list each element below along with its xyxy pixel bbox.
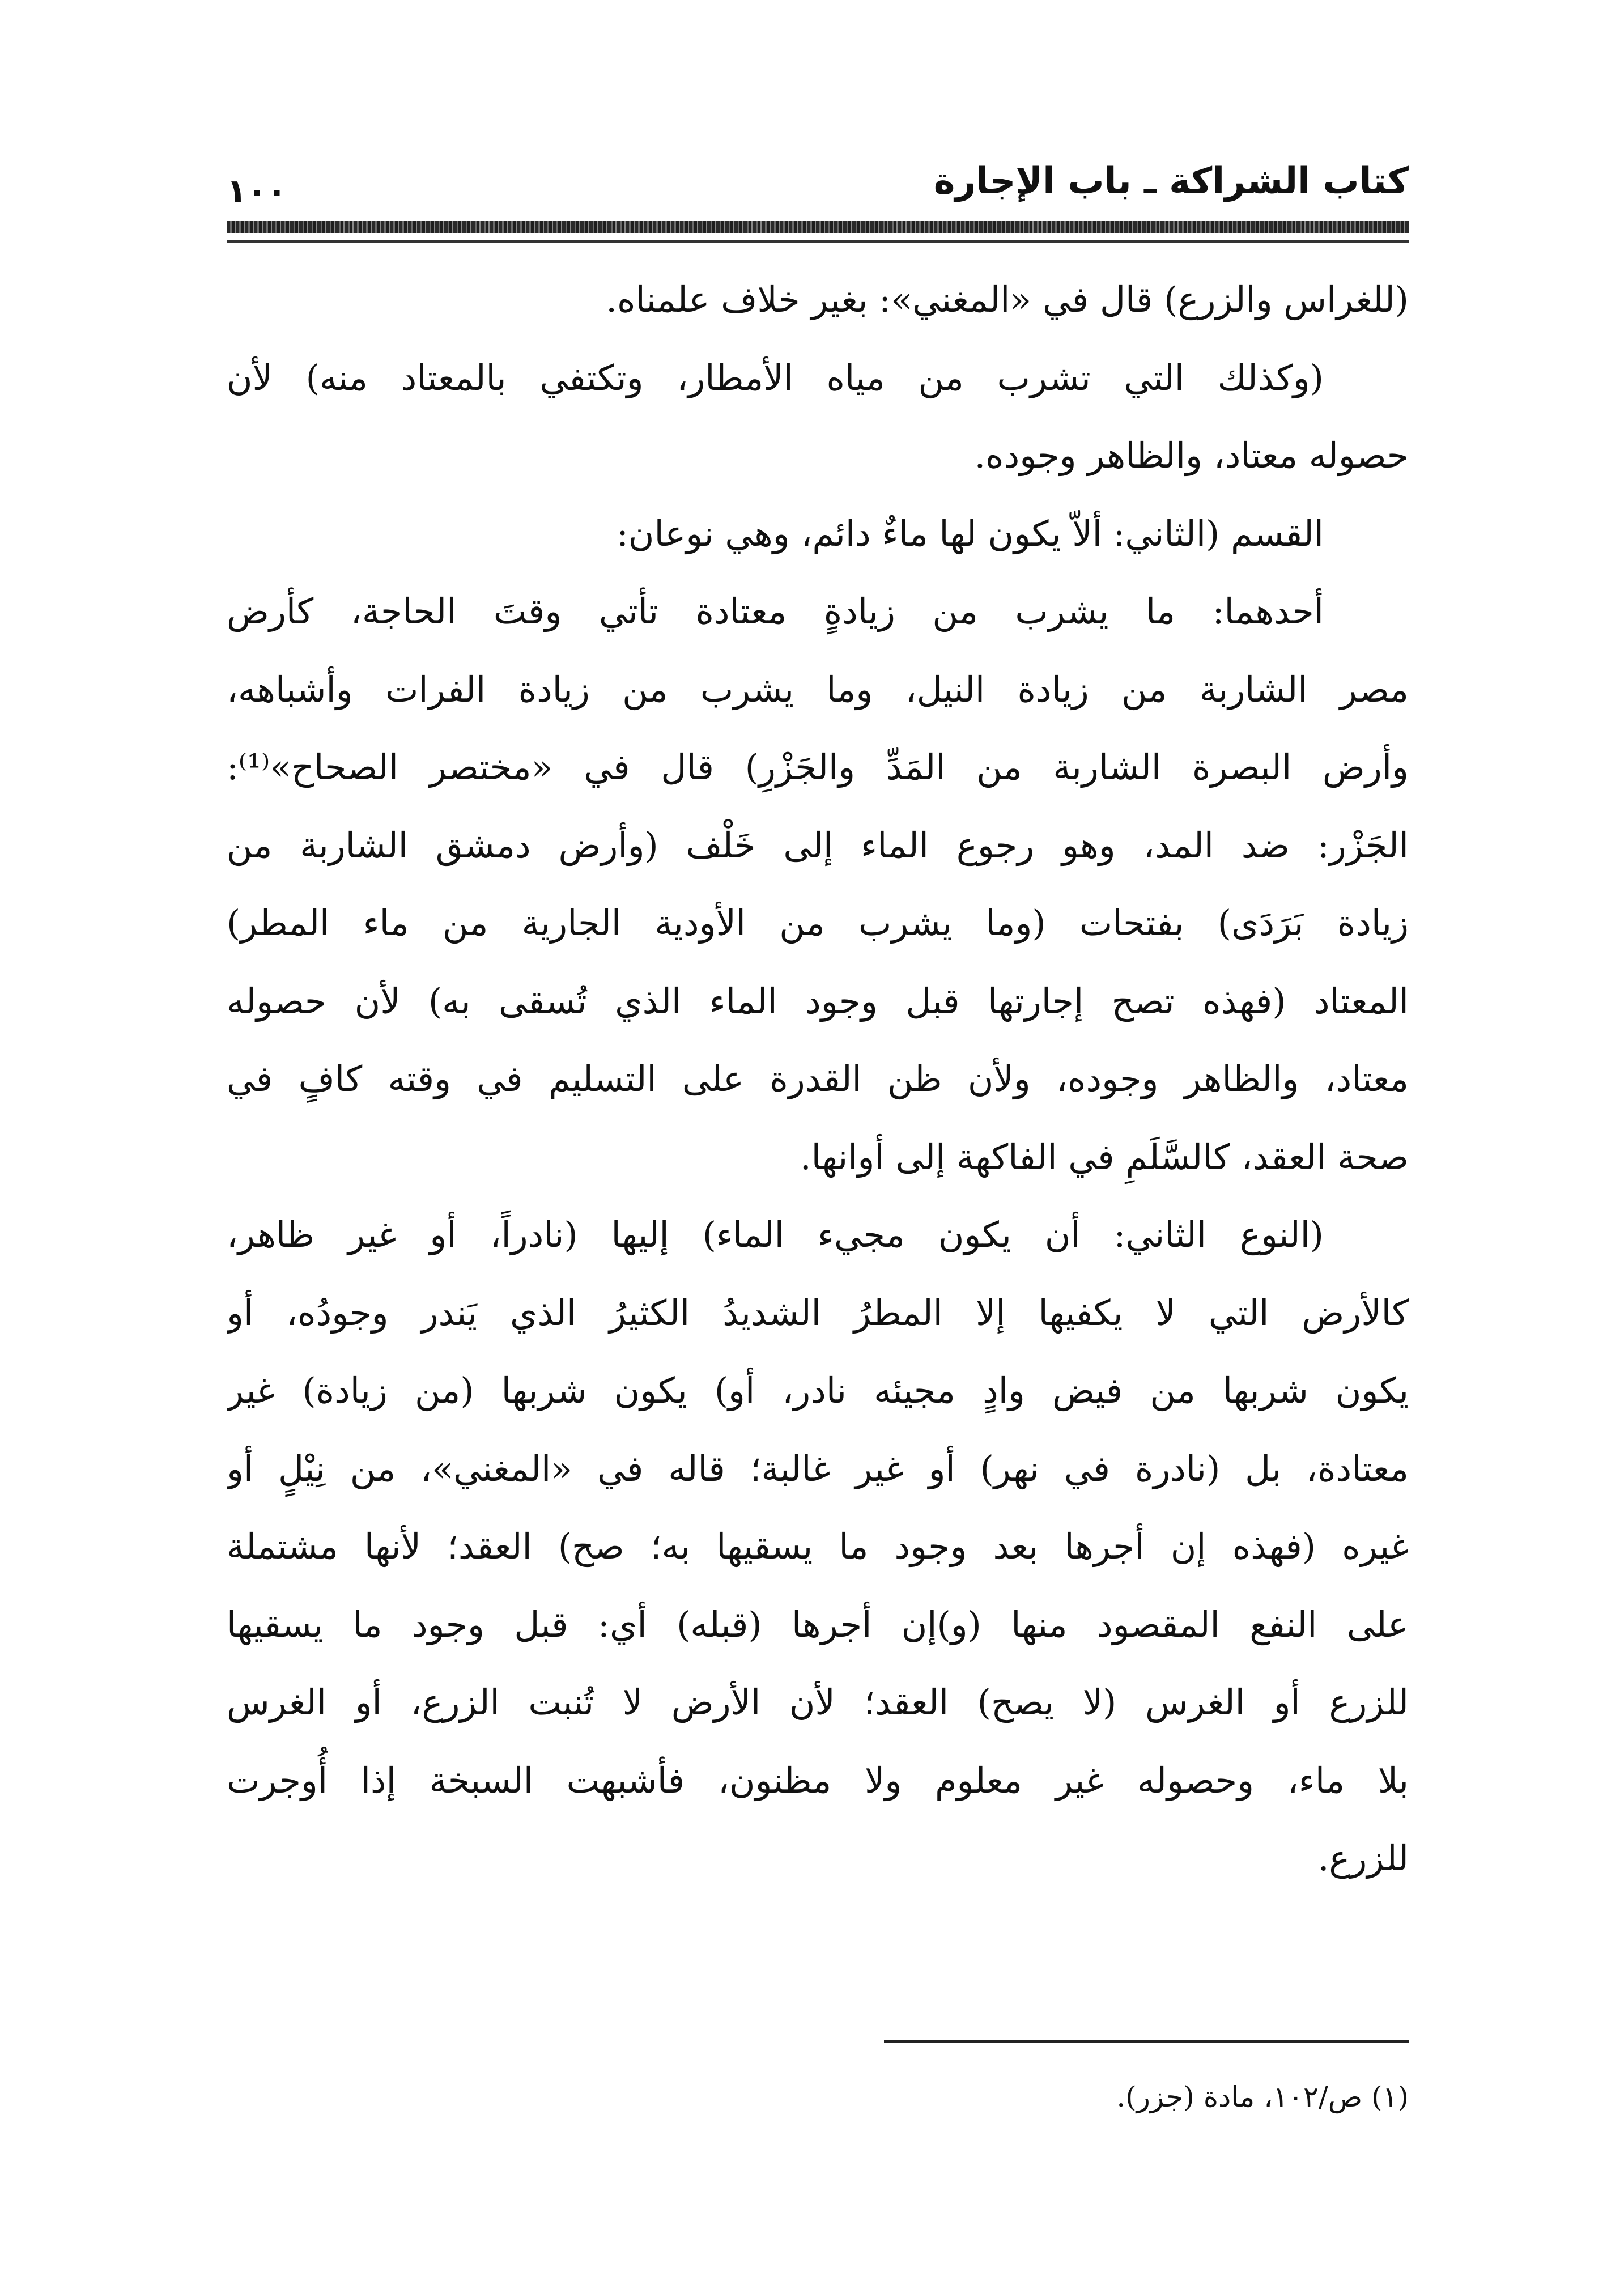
text-line: وأرض البصرة الشاربة من المَدِّ والجَزْرِ) قال في «مختصر الصحاح»⁽¹⁾: — [227, 746, 1409, 788]
footnote-rule — [884, 2040, 1409, 2043]
text-line: معتاد، والظاهر وجوده، ولأن ظن القدرة على التسليم في وقته كافٍ في — [227, 1058, 1409, 1099]
text-line: زيادة بَرَدَى) بفتحات (وما يشرب من الأودية الجارية من ماء المطر) — [227, 902, 1409, 944]
text-line: للزرع. — [1317, 1837, 1409, 1879]
text-line: (للغراس والزرع) قال في «المغني»: بغير خلاف علمناه. — [606, 279, 1409, 320]
text-line: أحدهما: ما يشرب من زيادةٍ معتادة تأتي وقتَ الحاجة، كأرض — [227, 591, 1324, 632]
header-rule — [227, 221, 1409, 233]
text-line: يكون شربها من فيض وادٍ مجيئه نادر، أو) يكون شربها (من زيادة) غير — [227, 1370, 1409, 1411]
text-line: كالأرض التي لا يكفيها إلا المطرُ الشديدُ الكثيرُ الذي يَندر وجودُه، أو — [227, 1292, 1409, 1334]
text-line: المعتاد (فهذه تصح إجارتها قبل وجود الماء الذي تُسقى به) لأن حصوله — [227, 980, 1409, 1022]
header-title: كتاب الشراكة ـ باب الإجارة — [933, 160, 1409, 202]
text-line: بلا ماء، وحصوله غير معلوم ولا مظنون، فأشبهت السبخة إذا أُوجرت — [227, 1759, 1409, 1801]
text-line: للزرع أو الغرس (لا يصح) العقد؛ لأن الأرض لا تُنبت الزرع، أو الغرس — [227, 1681, 1409, 1723]
text-line: غيره (فهذه إن أجرها بعد وجود ما يسقيها به؛ صح) العقد؛ لأنها مشتملة — [227, 1526, 1409, 1567]
text-line: الجَزْر: ضد المد، وهو رجوع الماء إلى خَلْف (وأرض دمشق الشاربة من — [227, 824, 1409, 866]
text-line: (وكذلك التي تشرب من مياه الأمطار، وتكتفي بالمعتاد منه) لأن — [227, 356, 1324, 398]
text-line: حصوله معتاد، والظاهر وجوده. — [974, 435, 1409, 476]
text-line: على النفع المقصود منها (و)إن أجرها (قبله) أي: قبل وجود ما يسقيها — [227, 1603, 1409, 1645]
page-number: ١٠٠ — [227, 172, 287, 210]
running-header — [227, 153, 1409, 215]
footnote: (١) ص/١٠٢، مادة (جزر). — [1116, 2080, 1409, 2113]
text-line: صحة العقد، كالسَّلَمِ في الفاكهة إلى أوانها. — [800, 1136, 1409, 1178]
body-text — [227, 261, 1409, 1897]
header-rule-thin — [227, 240, 1409, 243]
text-line: معتادة، بل (نادرة في نهر) أو غير غالبة؛ قاله في «المغني»، من نِيْلٍ أو — [227, 1447, 1409, 1489]
text-line: القسم (الثاني: ألاّ يكون لها ماءٌ دائم، وهي نوعان: — [617, 512, 1324, 554]
text-line: مصر الشاربة من زيادة النيل، وما يشرب من زيادة الفرات وأشباهه، — [227, 668, 1409, 710]
text-line: (النوع الثاني: أن يكون مجيء الماء) إليها (نادراً، أو غير ظاهر، — [227, 1214, 1324, 1255]
